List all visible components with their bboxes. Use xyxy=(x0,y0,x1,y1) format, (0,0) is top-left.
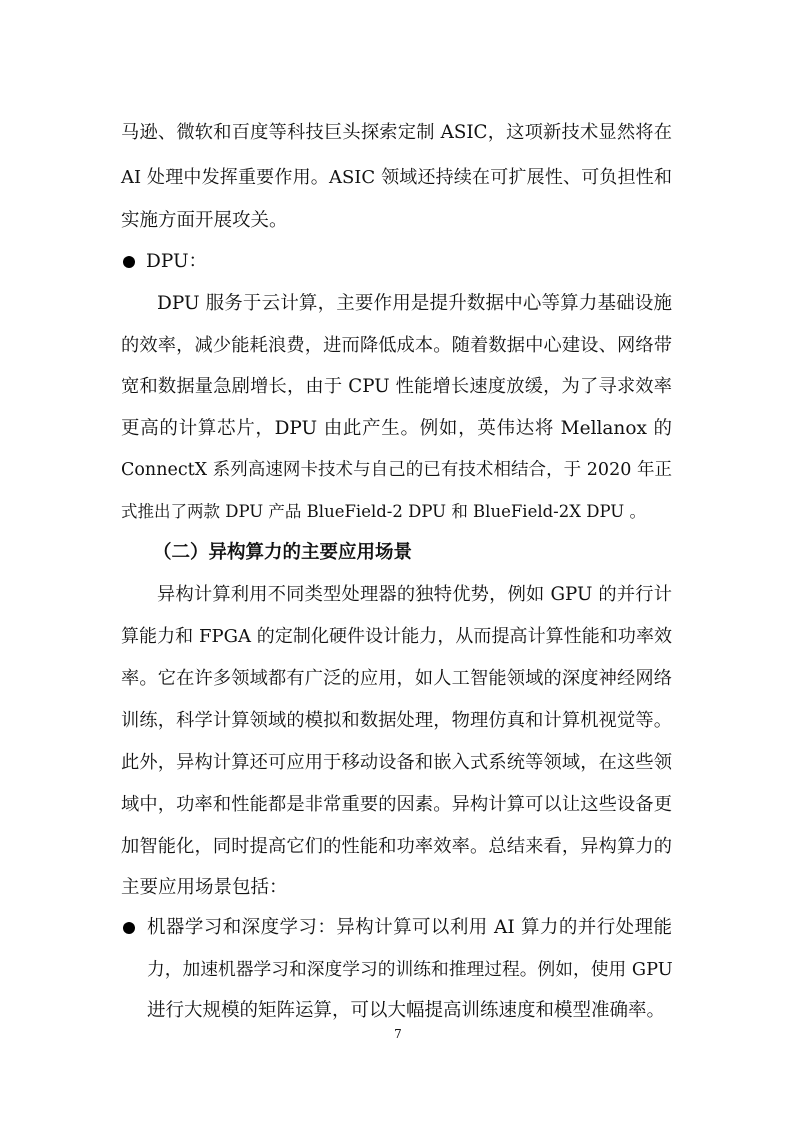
dpu-paragraph-line-1: DPU 服务于云计算，主要作用是提升数据中心等算力基础设施 xyxy=(157,293,672,314)
dpu-paragraph-line-6: 式推出了两款 DPU 产品 BlueField-2 DPU 和 BlueField-2X DPU 。 xyxy=(121,502,646,521)
bullet-dot-icon xyxy=(123,922,135,934)
hetero-paragraph-line-4: 训练，科学计算领域的模拟和数据处理，物理仿真和计算机视觉等。 xyxy=(121,710,672,731)
dpu-paragraph-line-3: 宽和数据量急剧增长，由于 CPU 性能增长速度放缓，为了寻求效率 xyxy=(121,376,672,397)
dpu-paragraph-line-2: 的效率，减少能耗浪费，进而降低成本。随着数据中心建设、网络带 xyxy=(121,335,672,356)
dpu-bullet-label: DPU： xyxy=(146,251,208,272)
ml-bullet-line-2: 力，加速机器学习和深度学习的训练和推理过程。例如，使用 GPU xyxy=(147,960,673,980)
dpu-paragraph-line-4: 更高的计算芯片，DPU 由此产生。例如，英伟达将 Mellanox 的 xyxy=(121,418,672,439)
hetero-paragraph-line-3: 率。它在许多领域都有广泛的应用，如人工智能领域的深度神经网络 xyxy=(121,668,672,689)
hetero-paragraph-line-7: 加智能化，同时提高它们的性能和功率效率。总结来看，异构算力的 xyxy=(121,836,672,857)
bullet-dot-icon xyxy=(123,256,135,268)
dpu-paragraph-line-5: ConnectX 系列高速网卡技术与自己的已有技术相结合，于 2020 年正 xyxy=(121,460,672,480)
asic-paragraph-line-3: 实施方面开展攻关。 xyxy=(121,210,288,231)
hetero-paragraph-line-5: 此外，异构计算还可应用于移动设备和嵌入式系统等领域，在这些领 xyxy=(121,752,672,773)
section-heading: （二）异构算力的主要应用场景 xyxy=(153,542,413,563)
ml-bullet-line-3: 进行大规模的矩阵运算，可以大幅提高训练速度和模型准确率。 xyxy=(147,1000,666,1021)
asic-paragraph-line-2: AI 处理中发挥重要作用。ASIC 领域还持续在可扩展性、可负担性和 xyxy=(121,167,672,188)
page-number: 7 xyxy=(394,1027,402,1041)
hetero-paragraph-line-6: 域中，功率和性能都是非常重要的因素。异构计算可以让这些设备更 xyxy=(121,794,672,815)
hetero-paragraph-line-8: 主要应用场景包括： xyxy=(121,877,288,898)
ml-bullet-line-1: 机器学习和深度学习：异构计算可以利用 AI 算力的并行处理能 xyxy=(147,917,672,938)
hetero-paragraph-line-1: 异构计算利用不同类型处理器的独特优势，例如 GPU 的并行计 xyxy=(157,584,672,605)
hetero-paragraph-line-2: 算能力和 FPGA 的定制化硬件设计能力，从而提高计算性能和功率效 xyxy=(121,626,672,647)
asic-paragraph-line-1: 马逊、微软和百度等科技巨头探索定制 ASIC，这项新技术显然将在 xyxy=(121,122,672,143)
